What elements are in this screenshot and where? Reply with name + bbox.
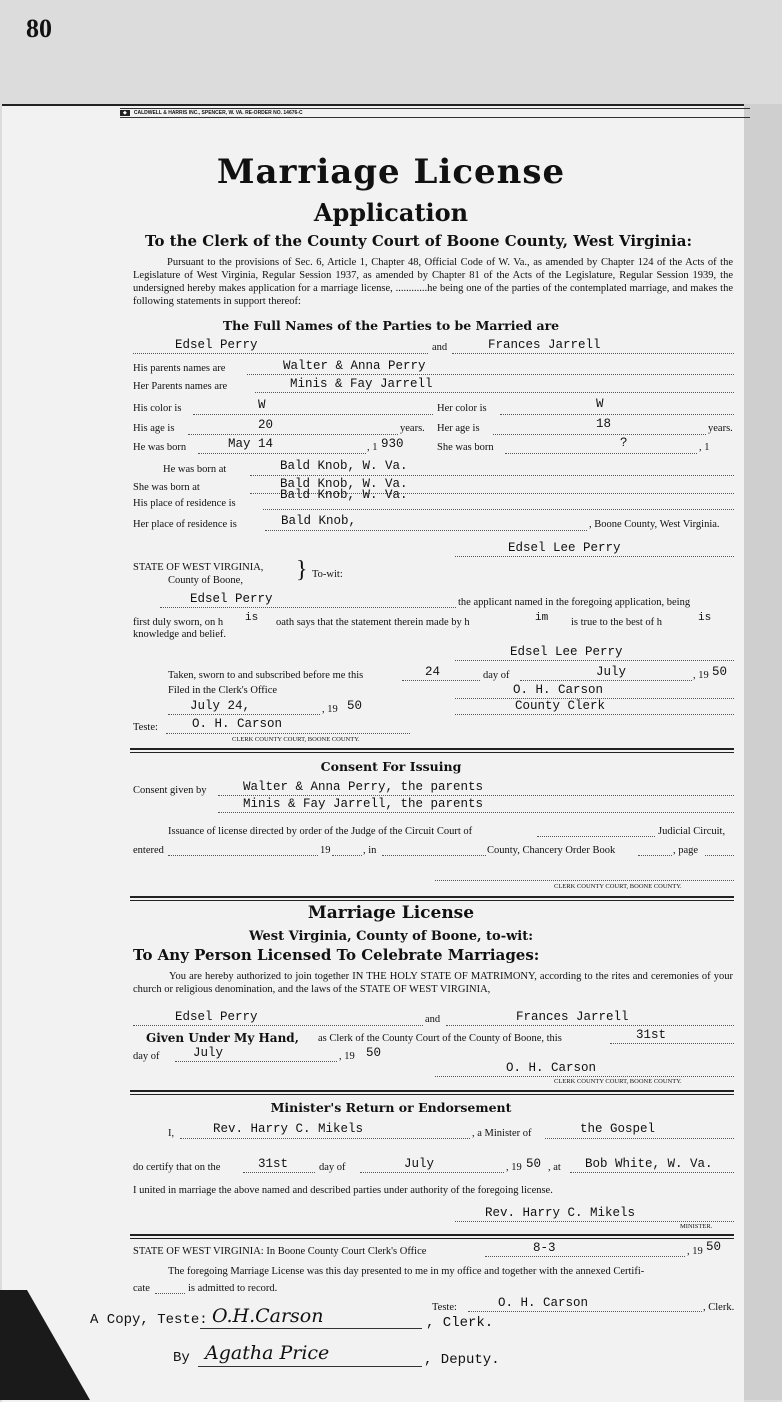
record-teste-name: O. H. Carson — [498, 1296, 589, 1310]
she-born-at-value: Bald Knob, W. Va. — [280, 477, 408, 491]
he-born-month-day: May 14 — [228, 437, 274, 451]
given-text: as Clerk of the County Court of the County of Boone, this — [318, 1033, 562, 1044]
applicant-name: Edsel Perry — [190, 592, 273, 606]
copy-clerk: , Clerk. — [426, 1315, 494, 1331]
he-born-at-value: Bald Knob, W. Va. — [280, 459, 408, 473]
certify-year-prefix: , 19 — [506, 1162, 522, 1173]
to-wit-label: To-wit: — [312, 569, 343, 580]
her-residence-label: Her place of residence is — [133, 519, 237, 530]
her-age-label: Her age is — [437, 423, 480, 434]
minister-i: I, — [168, 1128, 175, 1139]
bride-name: Frances Jarrell — [488, 338, 601, 352]
consent-given-1: Walter & Anna Perry, the parents — [243, 780, 484, 794]
his-color-label: His color is — [133, 403, 182, 414]
certify-place: Bob White, W. Va. — [585, 1157, 713, 1171]
license-year-prefix: , 19 — [339, 1051, 355, 1062]
applicant-text: the applicant named in the foregoing application, being — [458, 597, 691, 608]
page-edge-shadow — [744, 104, 782, 1400]
page-number: 80 — [26, 14, 52, 43]
certify-day-of: day of — [319, 1162, 346, 1173]
sworn-im: im — [535, 612, 549, 624]
minister-signature: Rev. Harry C. Mikels — [485, 1206, 636, 1220]
given-under-hand: Given Under My Hand, — [146, 1031, 299, 1045]
his-parents-value: Walter & Anna Perry — [283, 359, 426, 373]
record-clerk: , Clerk. — [703, 1302, 735, 1313]
taken-month: July — [596, 665, 627, 679]
clerk-caption-3: CLERK COUNTY COURT, BOONE COUNTY. — [554, 1078, 682, 1085]
license-day: 31st — [636, 1028, 667, 1042]
certify-year: 50 — [526, 1157, 542, 1171]
minister-header: Minister's Return or Endorsement — [270, 1100, 512, 1115]
consent-header: Consent For Issuing — [320, 759, 462, 774]
cate-text: cate — [133, 1283, 150, 1294]
record-date: 8-3 — [533, 1241, 556, 1255]
she-born-value: ? — [620, 436, 628, 450]
minister-of-label: , a Minister of — [472, 1128, 532, 1139]
minister-caption: MINISTER. — [680, 1223, 713, 1230]
sworn-his: is — [245, 612, 259, 624]
license-groom: Edsel Perry — [175, 1010, 258, 1024]
presented-text: The foregoing Marriage License was this day presented to me in my office and together with the annexed Certifi- — [168, 1266, 645, 1277]
and-label: and — [432, 342, 448, 353]
copy-teste-label: A Copy, Teste: — [90, 1312, 208, 1328]
preamble-text: Pursuant to the provisions of Sec. 6, Article 1, Chapter 48, Official Code of W. Va., as amended by Chapter 124 of the Acts of the Legislature of West Virginia, Regular Session 1937, as amended by Chapter 81 of the Acts of the Legislature, Regular Session 1939, the undersigned hereby makes application for a marriage license, ............he being one of the parties of the contemplated marriage, and makes the following statements in support thereof: — [133, 257, 733, 307]
copy-by-label: By — [173, 1350, 190, 1366]
his-age-value: 20 — [258, 418, 274, 432]
he-born-at-label: He was born at — [163, 464, 227, 475]
knowledge-text: knowledge and belief. — [133, 629, 227, 640]
copy-deputy: , Deputy. — [424, 1352, 500, 1368]
sworn-text-a: first duly sworn, on h — [133, 617, 224, 628]
clerk-title: County Clerk — [515, 699, 606, 713]
taken-day: 24 — [425, 665, 441, 679]
consent-given-2: Minis & Fay Jarrell, the parents — [243, 797, 484, 811]
united-text: I united in marriage the above named and described parties under authority of the foregoing license. — [133, 1185, 553, 1196]
her-color-label: Her color is — [437, 403, 487, 414]
printer-imprint — [120, 108, 750, 118]
record-state-line: STATE OF WEST VIRGINIA: In Boone County Court Clerk's Office — [133, 1246, 427, 1257]
groom-name: Edsel Perry — [175, 338, 258, 352]
he-born-label: He was born — [133, 442, 187, 453]
section-rule-3 — [130, 1090, 734, 1095]
license-year: 50 — [366, 1046, 382, 1060]
filed-year: 50 — [347, 699, 363, 713]
judicial-text: Judicial Circuit, — [658, 826, 726, 837]
issuance-text: Issuance of license directed by order of the Judge of the Circuit Court of — [168, 826, 473, 837]
entered-in: , in — [363, 845, 377, 856]
taken-year-prefix: , 19 — [693, 670, 709, 681]
section-rule-2 — [130, 896, 734, 901]
his-residence-label: His place of residence is — [133, 498, 236, 509]
applicant-signature-top: Edsel Lee Perry — [508, 541, 621, 555]
full-names-header: The Full Names of the Parties to be Married are — [222, 318, 560, 333]
license-authorized-text: You are hereby authorized to join together IN THE HOLY STATE OF MATRIMONY, according to the rites and ceremonies of your church or religious denomination, and the laws of the STATE OF WEST VIRGINIA, — [133, 971, 733, 995]
he-born-year: 930 — [381, 437, 404, 451]
consent-given-label: Consent given by — [133, 785, 207, 796]
printer-logo-icon: ◆ — [120, 110, 130, 116]
printer-line: CALDWELL & HARRIS INC., SPENCER, W. VA. RE-ORDER NO. 14676-C — [133, 110, 303, 116]
his-parents-label: His parents names are — [133, 363, 226, 374]
taken-year: 50 — [712, 665, 728, 679]
her-residence-value: Bald Knob, — [281, 514, 357, 528]
record-teste-label: Teste: — [432, 1302, 457, 1313]
applicant-signature-bottom: Edsel Lee Perry — [510, 645, 623, 659]
county-label: County of Boone, — [168, 575, 243, 586]
his-residence-value: Bald Knob, W. Va. — [280, 488, 408, 502]
entered-label: entered — [133, 845, 164, 856]
certify-text: do certify that on the — [133, 1162, 221, 1173]
clerk-caption-2: CLERK COUNTY COURT, BOONE COUNTY. — [554, 883, 682, 890]
sworn-text-b: oath says that the statement therein made by h — [276, 617, 470, 628]
license-to-any: To Any Person Licensed To Celebrate Marriages: — [133, 946, 540, 964]
copy-signature-1: O.H.Carson — [212, 1305, 324, 1327]
license-and: and — [425, 1014, 441, 1025]
record-year-prefix: , 19 — [687, 1246, 703, 1257]
page-label: , page — [673, 845, 699, 856]
teste-label: Teste: — [133, 722, 158, 733]
form-title: Marriage License — [216, 152, 566, 192]
years-label-2: years. — [708, 423, 733, 434]
clerk-caption-1: CLERK COUNTY COURT, BOONE COUNTY. — [232, 736, 360, 743]
section-rule-4 — [130, 1234, 734, 1239]
his-color-value: W — [258, 398, 266, 412]
license-title: Marriage License — [307, 903, 475, 923]
to-clerk-heading: To the Clerk of the County Court of Boone County, West Virginia: — [145, 232, 693, 250]
license-day-of: day of — [133, 1051, 160, 1062]
admitted-text: is admitted to record. — [188, 1283, 278, 1294]
her-parents-label: Her Parents names are — [133, 381, 228, 392]
his-age-label: His age is — [133, 423, 175, 434]
county-state-label: , Boone County, West Virginia. — [589, 519, 720, 530]
certify-at: , at — [548, 1162, 561, 1173]
she-born-label: She was born — [437, 442, 494, 453]
she-born-at-label: She was born at — [133, 482, 200, 493]
entered-19: 19 — [320, 845, 331, 856]
minister-of-value: the Gospel — [580, 1122, 656, 1136]
county-book-text: County, Chancery Order Book — [487, 845, 616, 856]
years-label-1: years. — [400, 423, 425, 434]
filed-date: July 24, — [190, 699, 251, 713]
sworn-is: is — [698, 612, 712, 624]
clerk-name: O. H. Carson — [513, 683, 604, 697]
day-of-label: day of — [483, 670, 510, 681]
license-clerk: O. H. Carson — [506, 1061, 597, 1075]
her-color-value: W — [596, 397, 604, 411]
state-label: STATE OF WEST VIRGINIA, — [133, 562, 264, 573]
he-born-year-prefix: , 1 — [367, 442, 378, 453]
license-bride: Frances Jarrell — [516, 1010, 629, 1024]
her-parents-value: Minis & Fay Jarrell — [290, 377, 433, 391]
brace: } — [296, 557, 308, 583]
form-subtitle: Application — [313, 198, 469, 227]
filed-label: Filed in the Clerk's Office — [168, 685, 278, 696]
license-month: July — [193, 1046, 224, 1060]
she-born-year-prefix: , 1 — [699, 442, 710, 453]
record-year: 50 — [706, 1240, 722, 1254]
taken-text: Taken, sworn to and subscribed before me this — [168, 670, 364, 681]
license-wv: West Virginia, County of Boone, to-wit: — [248, 929, 534, 944]
copy-signature-2: Agatha Price — [205, 1342, 330, 1364]
section-rule-1 — [130, 748, 734, 753]
certify-day: 31st — [258, 1157, 289, 1171]
minister-name: Rev. Harry C. Mikels — [213, 1122, 364, 1136]
filed-year-prefix: , 19 — [322, 704, 338, 715]
sworn-text-c: is true to the best of h — [571, 617, 662, 628]
certify-month: July — [404, 1157, 435, 1171]
her-age-value: 18 — [596, 417, 612, 431]
teste-name: O. H. Carson — [192, 717, 283, 731]
